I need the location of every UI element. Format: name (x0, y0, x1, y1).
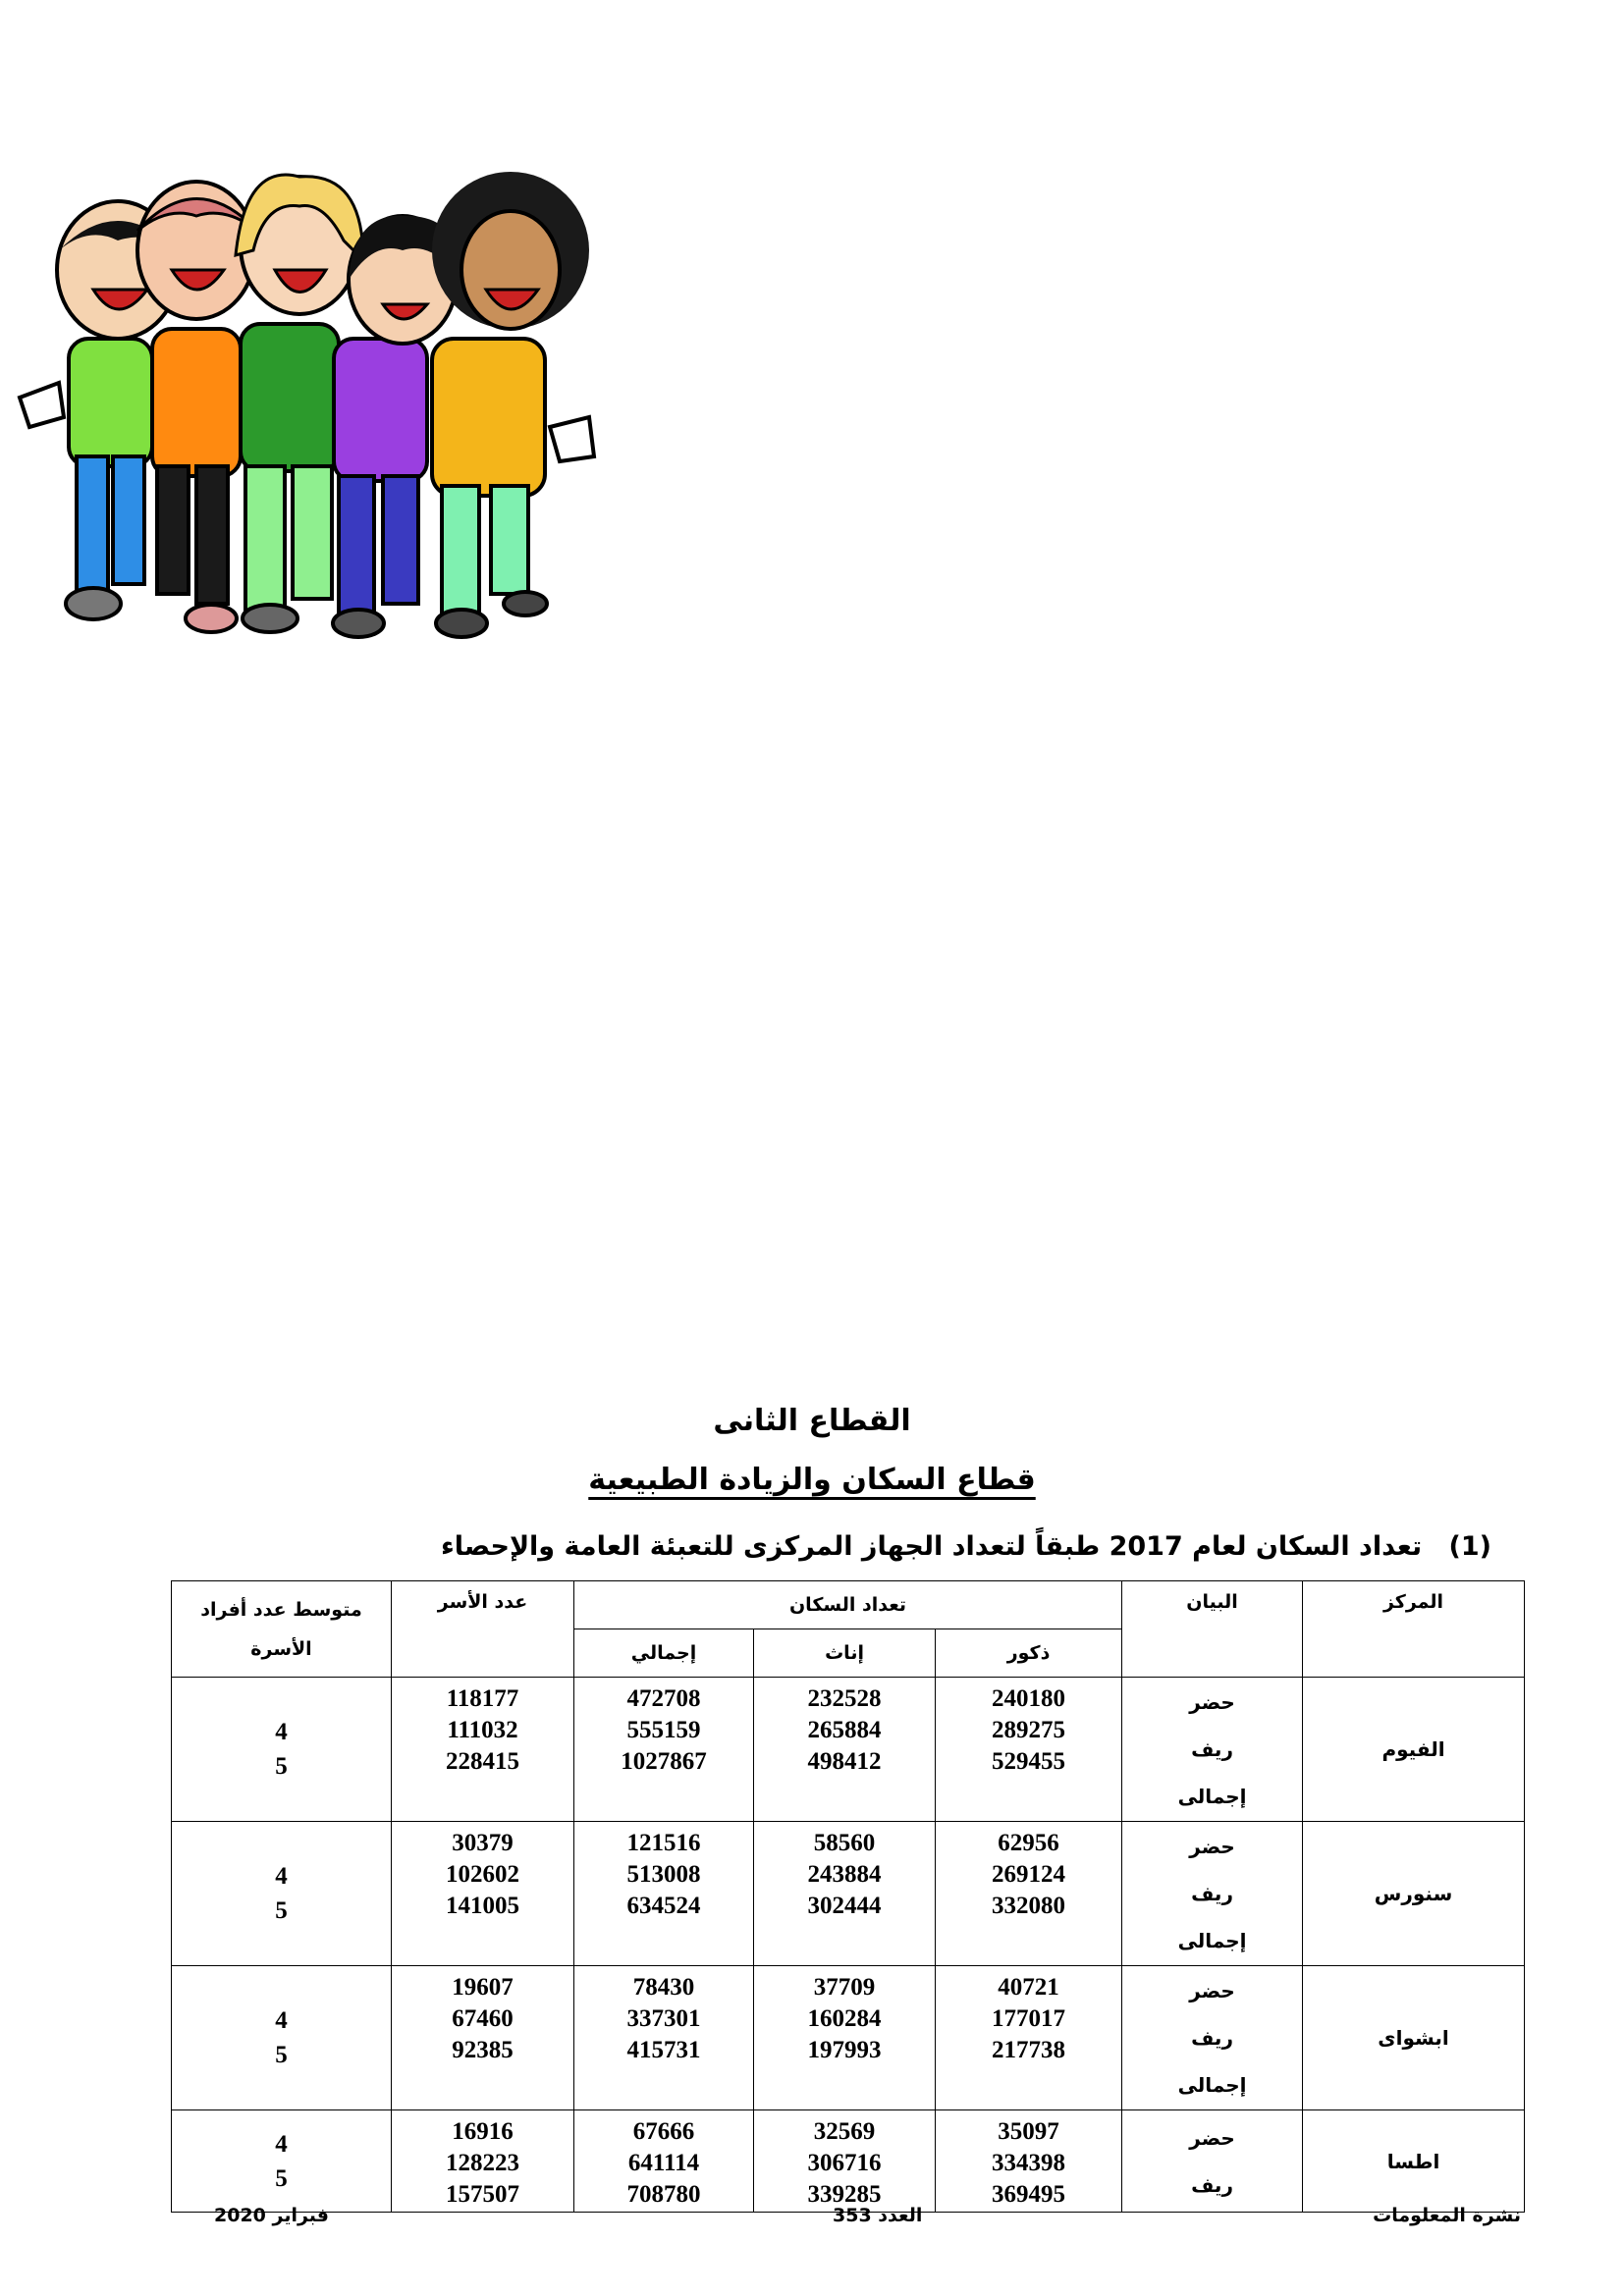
row-type-cell (1122, 1822, 1303, 1966)
header-households: عدد الأسر (392, 1581, 574, 1678)
avg-family-size-value: 4 (275, 2130, 288, 2158)
section-subtitle: قطاع السكان والزيادة الطبيعية (588, 1463, 1036, 1497)
households-cell (392, 1966, 574, 2110)
households-value: 118177 (446, 1685, 519, 1712)
center-name-cell: ابشواى (1303, 1966, 1525, 2110)
households-value: 16916 (452, 2118, 514, 2145)
header-males: ذكور (936, 1629, 1122, 1678)
row-type-label: حضر (1189, 1690, 1235, 1714)
females-value: 232528 (807, 1685, 882, 1712)
avg-family-size-value: 4 (275, 2007, 288, 2034)
header-avg-line2: الأسرة (250, 1637, 312, 1660)
table-caption-text: تعداد السكان لعام 2017 طبقاً لتعداد الجهاز المركزى للتعبئة العامة والإحصاء (440, 1531, 1423, 1562)
total-value: 634524 (626, 1893, 701, 1919)
males-cell (936, 1966, 1122, 2110)
households-value: 157507 (446, 2181, 519, 2208)
males-cell (936, 1678, 1122, 1822)
females-cell (754, 1966, 936, 2110)
total-cell (574, 2110, 754, 2213)
avg-family-size-value: 5 (275, 2164, 288, 2192)
avg-family-size-cell (172, 2110, 392, 2213)
households-value: 30379 (452, 1830, 514, 1856)
males-value: 217738 (992, 2037, 1066, 2063)
total-cell (574, 1822, 754, 1966)
header-avg-line1: متوسط عدد أفراد (200, 1598, 362, 1621)
child-figure-5 (432, 172, 594, 637)
males-value: 62956 (998, 1830, 1059, 1856)
households-value: 111032 (447, 1717, 518, 1743)
total-value: 415731 (626, 2037, 701, 2063)
avg-family-size-value: 4 (275, 1719, 288, 1745)
center-name-cell: الفيوم (1303, 1678, 1525, 1822)
total-value: 121516 (626, 1830, 701, 1856)
population-table (171, 1580, 1525, 2213)
males-value: 529455 (992, 1748, 1066, 1775)
table-row (172, 2110, 1525, 2213)
avg-family-size-cell (172, 1966, 392, 2110)
males-value: 35097 (998, 2118, 1059, 2145)
total-value: 555159 (626, 1717, 701, 1743)
table-row (172, 1678, 1525, 1822)
row-type-label: ريف (1191, 2172, 1233, 2197)
males-cell (936, 1822, 1122, 1966)
avg-family-size-value: 5 (275, 2042, 288, 2068)
males-value: 240180 (992, 1685, 1066, 1712)
footer-date: فبراير 2020 (214, 2205, 329, 2226)
males-value: 40721 (998, 1974, 1059, 2001)
avg-family-size-value: 5 (275, 1897, 288, 1924)
row-type-cell (1122, 1966, 1303, 2110)
avg-family-size-value: 5 (275, 1753, 288, 1780)
avg-family-size-cell (172, 1822, 392, 1966)
table-row (172, 1822, 1525, 1966)
row-type-label: حضر (1189, 1835, 1235, 1858)
total-cell (574, 1966, 754, 2110)
households-cell (392, 1678, 574, 1822)
females-value: 32569 (813, 2118, 876, 2145)
females-value: 265884 (807, 1717, 882, 1743)
total-value: 513008 (626, 1861, 701, 1888)
table-caption (441, 1531, 1491, 1562)
center-name-cell: سنورس (1303, 1822, 1525, 1966)
footer-publication: نشرة المعلومات (1373, 2205, 1521, 2226)
females-value: 160284 (807, 2005, 882, 2032)
table-row (172, 1966, 1525, 2110)
children-illustration (0, 172, 609, 643)
males-value: 177017 (992, 2005, 1066, 2032)
females-value: 498412 (807, 1748, 882, 1775)
header-females: إناث (754, 1629, 936, 1678)
total-value: 472708 (626, 1685, 701, 1712)
males-value: 269124 (992, 1861, 1066, 1888)
females-value: 197993 (807, 2037, 882, 2063)
households-value: 19607 (452, 1974, 514, 2001)
households-cell (392, 1822, 574, 1966)
households-value: 228415 (446, 1748, 519, 1775)
header-avg-family-size (172, 1581, 392, 1678)
row-type-label: إجمالى (1177, 1785, 1247, 1808)
avg-family-size-value: 4 (275, 1863, 288, 1890)
row-type-label: ريف (1191, 2026, 1233, 2050)
households-value: 128223 (446, 2150, 519, 2176)
males-value: 289275 (992, 1717, 1066, 1743)
row-type-label: حضر (1189, 2125, 1235, 2150)
total-value: 67666 (632, 2118, 695, 2145)
males-value: 369495 (992, 2181, 1066, 2208)
males-value: 334398 (992, 2150, 1066, 2176)
header-total: إجمالي (574, 1629, 754, 1678)
header-population: تعداد السكان (574, 1581, 1122, 1629)
row-type-label: ريف (1191, 1882, 1233, 1905)
households-value: 102602 (446, 1861, 519, 1888)
center-name-cell: اطسا (1303, 2110, 1525, 2213)
section-title: القطاع الثانى (713, 1404, 911, 1438)
females-value: 243884 (807, 1861, 882, 1888)
females-cell (754, 1678, 936, 1822)
table-caption-number: (1) (1448, 1531, 1491, 1562)
households-value: 92385 (452, 2037, 514, 2063)
footer-issue: العدد 353 (833, 2205, 923, 2226)
total-value: 78430 (632, 1974, 695, 2001)
males-value: 332080 (992, 1893, 1066, 1919)
total-value: 337301 (626, 2005, 701, 2032)
females-value: 306716 (807, 2150, 882, 2176)
total-value: 1027867 (621, 1748, 707, 1775)
row-type-label: ريف (1191, 1737, 1233, 1761)
header-center: المركز (1303, 1581, 1525, 1678)
females-value: 339285 (807, 2181, 882, 2208)
row-type-label: إجمالى (1177, 1929, 1247, 1952)
total-cell (574, 1678, 754, 1822)
total-value: 641114 (627, 2150, 700, 2176)
females-value: 58560 (813, 1830, 876, 1856)
total-value: 708780 (626, 2181, 701, 2208)
avg-family-size-cell (172, 1678, 392, 1822)
households-value: 67460 (452, 2005, 514, 2032)
row-type-cell (1122, 1678, 1303, 1822)
row-type-label: إجمالى (1177, 2073, 1247, 2097)
females-cell (754, 1822, 936, 1966)
header-item: البيان (1122, 1581, 1303, 1678)
row-type-cell (1122, 2110, 1303, 2213)
households-value: 141005 (446, 1893, 519, 1919)
females-cell (754, 2110, 936, 2213)
households-cell (392, 2110, 574, 2213)
females-value: 37709 (813, 1974, 876, 2001)
row-type-label: حضر (1189, 1979, 1235, 2002)
males-cell (936, 2110, 1122, 2213)
females-value: 302444 (807, 1893, 882, 1919)
